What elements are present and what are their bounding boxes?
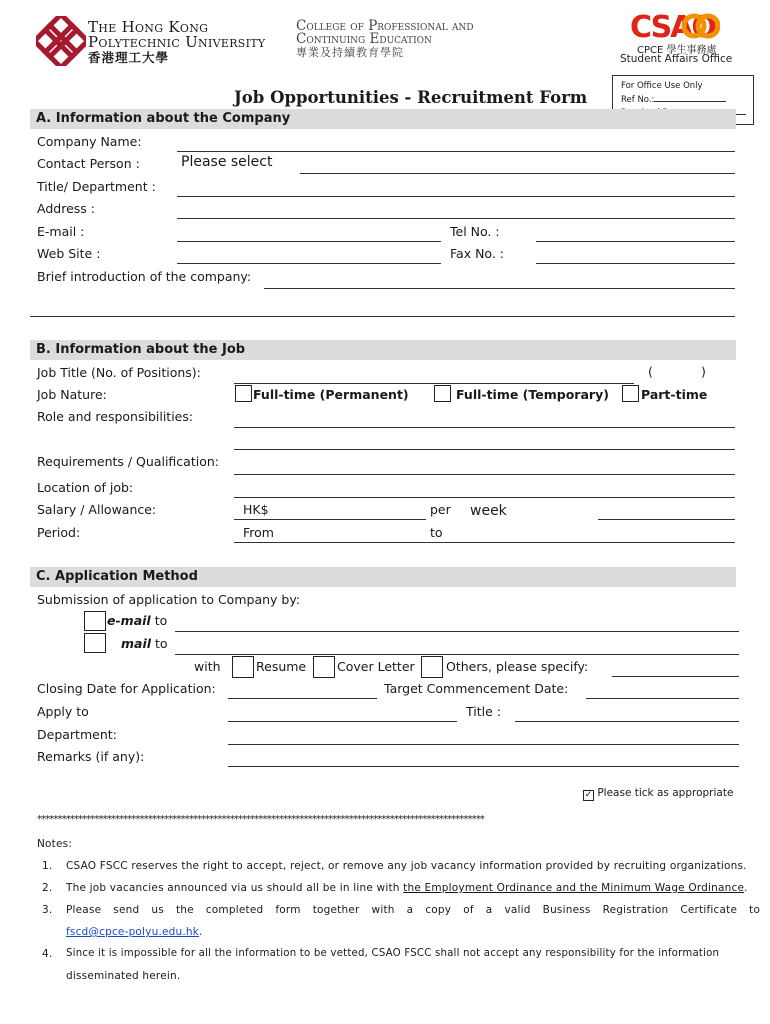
note-3-end: . (199, 926, 203, 938)
note-1-number: 1. (42, 860, 53, 872)
parttime-checkbox[interactable] (622, 385, 639, 402)
apply-title-label: Title : (466, 704, 501, 719)
location-label: Location of job: (37, 480, 134, 495)
requirements-field-1[interactable] (234, 474, 735, 475)
salary-amount-field[interactable] (234, 519, 426, 520)
contact-title-select[interactable]: Please select (181, 154, 273, 170)
email-method-checkbox[interactable] (84, 611, 106, 631)
section-b-heading: B. Information about the Job (36, 342, 246, 357)
title-department-field[interactable] (177, 196, 735, 197)
fulltime-temporary-checkbox[interactable] (434, 385, 451, 402)
fax-label: Fax No. : (450, 246, 505, 261)
positions-paren-open: ( (648, 364, 653, 379)
notes-heading: Notes: (37, 838, 73, 850)
note-2 (66, 882, 748, 894)
remarks-label: Remarks (if any): (37, 749, 145, 764)
period-to-field[interactable] (426, 542, 735, 543)
fulltime-temporary-label: Full-time (Temporary) (456, 387, 609, 402)
website-field[interactable] (177, 263, 441, 264)
title-department-label: Title/ Department : (37, 179, 156, 194)
note-4-line2: disseminated herein. (66, 970, 181, 982)
ordinance-reference: the Employment Ordinance and the Minimum Wage Ordinance (403, 882, 745, 894)
department-field[interactable] (228, 744, 739, 745)
mail-method-label: mail (121, 636, 152, 651)
period-from-label: From (243, 525, 274, 540)
note-3-number: 3. (42, 904, 53, 916)
section-a-bar (30, 109, 736, 129)
salary-period-field[interactable] (598, 519, 735, 520)
remarks-field[interactable] (228, 766, 739, 767)
cover-letter-checkbox[interactable] (313, 656, 335, 678)
cpce-name-chinese: 專業及持續教育學院 (296, 46, 404, 59)
positions-paren-close: ) (701, 364, 706, 379)
period-to-label: to (430, 525, 443, 540)
csao-logo-text: CSAO (630, 10, 715, 42)
with-label: with (194, 659, 221, 674)
job-title-field[interactable] (234, 383, 634, 384)
note-4-number: 4. (42, 948, 53, 960)
salary-label: Salary / Allowance: (37, 502, 157, 517)
commencement-field[interactable] (586, 698, 739, 699)
requirements-label: Requirements / Qualification: (37, 454, 219, 469)
contact-person-label: Contact Person : (37, 156, 140, 171)
others-field[interactable] (612, 676, 739, 677)
salary-currency: HK$ (243, 502, 269, 517)
checkbox-ticked-icon: ✓ (584, 790, 593, 800)
others-label: Others, please specify: (446, 659, 589, 674)
brief-intro-field-1[interactable] (264, 288, 735, 289)
role-field-2[interactable] (234, 449, 735, 450)
contact-person-field[interactable] (300, 173, 735, 174)
email-method-to: to (154, 613, 168, 628)
address-field[interactable] (177, 218, 735, 219)
note-2-number: 2. (42, 882, 53, 894)
section-b-bar (30, 340, 736, 360)
parttime-label: Part-time (641, 387, 708, 402)
role-field-1[interactable] (234, 427, 735, 428)
polyu-logo (36, 16, 86, 69)
salary-period-select[interactable]: week (470, 503, 507, 519)
address-label: Address : (37, 201, 95, 216)
form-title: Job Opportunities - Recruitment Form (234, 88, 588, 107)
email-method-label: e-mail (107, 613, 151, 628)
cpce-name-line2: Continuing Education (296, 31, 432, 47)
csao-logo (628, 8, 720, 45)
brief-intro-label: Brief introduction of the company: (37, 269, 252, 284)
job-nature-label: Job Nature: (37, 387, 107, 402)
email-method-row (107, 613, 167, 628)
closing-date-field[interactable] (228, 698, 377, 699)
csao-sub-chinese: CPCE 學生事務處 (637, 45, 717, 56)
role-label: Role and responsibilities: (37, 409, 194, 424)
email-method-field[interactable] (175, 631, 739, 632)
office-ref-field[interactable] (654, 93, 726, 102)
requirements-field-2[interactable] (234, 497, 735, 498)
note-3-email-link[interactable]: fscd@cpce-polyu.edu.hk (66, 926, 200, 938)
section-a-heading: A. Information about the Company (36, 111, 291, 126)
cover-letter-label: Cover Letter (337, 659, 415, 674)
fulltime-permanent-label: Full-time (Permanent) (253, 387, 409, 402)
company-name-label: Company Name: (37, 134, 142, 149)
fax-field[interactable] (536, 263, 735, 264)
email-label: E-mail : (37, 224, 85, 239)
closing-date-label: Closing Date for Application: (37, 681, 216, 696)
note-3: Please send us the completed form together with a copy of a valid Business Registration Certificate to (66, 904, 761, 916)
mail-method-checkbox[interactable] (84, 633, 106, 653)
note-1: CSAO FSCC reserves the right to accept, reject, or remove any job vacancy information provided by recruiting organizations. (66, 860, 747, 872)
note-3-email-row (66, 926, 203, 938)
website-label: Web Site : (37, 246, 101, 261)
tel-label: Tel No. : (450, 224, 500, 239)
section-c-bar (30, 567, 736, 587)
note-2-end: . (744, 882, 748, 894)
polyu-name-line1: The Hong Kong (88, 18, 209, 36)
others-checkbox[interactable] (421, 656, 443, 678)
apply-to-label: Apply to (37, 704, 89, 719)
office-ref-row (621, 93, 753, 107)
tick-note-text: Please tick as appropriate (597, 787, 734, 799)
polyu-name-chinese: 香港理工大學 (88, 50, 170, 65)
brief-intro-field-2[interactable] (30, 316, 735, 317)
mail-method-field[interactable] (175, 654, 739, 655)
fulltime-permanent-checkbox[interactable] (235, 385, 252, 402)
salary-per-label: per (430, 502, 451, 517)
email-field[interactable] (177, 241, 441, 242)
section-c-heading: C. Application Method (36, 569, 198, 584)
apply-to-field[interactable] (228, 721, 457, 722)
commencement-label: Target Commencement Date: (384, 681, 569, 696)
period-label: Period: (37, 525, 81, 540)
note-2-text: The job vacancies announced via us should all be in line with (66, 882, 404, 894)
period-from-field[interactable] (234, 542, 426, 543)
apply-title-field[interactable] (515, 721, 739, 722)
polyu-name-line2: Polytechnic University (88, 33, 266, 51)
office-use-title: For Office Use Only (621, 81, 703, 91)
resume-checkbox[interactable] (232, 656, 254, 678)
tel-field[interactable] (536, 241, 735, 242)
note-4-line1: Since it is impossible for all the information to be vetted, CSAO FSCC shall not accept any responsibility for the information (66, 948, 720, 959)
department-label: Department: (37, 727, 117, 742)
csao-sub-english: Student Affairs Office (620, 53, 733, 65)
job-title-label: Job Title (No. of Positions): (37, 365, 201, 380)
company-name-field[interactable] (177, 151, 735, 152)
tick-note (583, 787, 733, 801)
separator: ************************************************************************************************************* (37, 814, 484, 825)
resume-label: Resume (256, 659, 307, 674)
cpce-name-line1: College of Professional and (296, 18, 474, 34)
mail-method-row (121, 636, 168, 651)
office-ref-label: Ref No.: (621, 94, 655, 105)
mail-method-to: to (155, 636, 168, 651)
submission-label: Submission of application to Company by: (37, 592, 301, 607)
